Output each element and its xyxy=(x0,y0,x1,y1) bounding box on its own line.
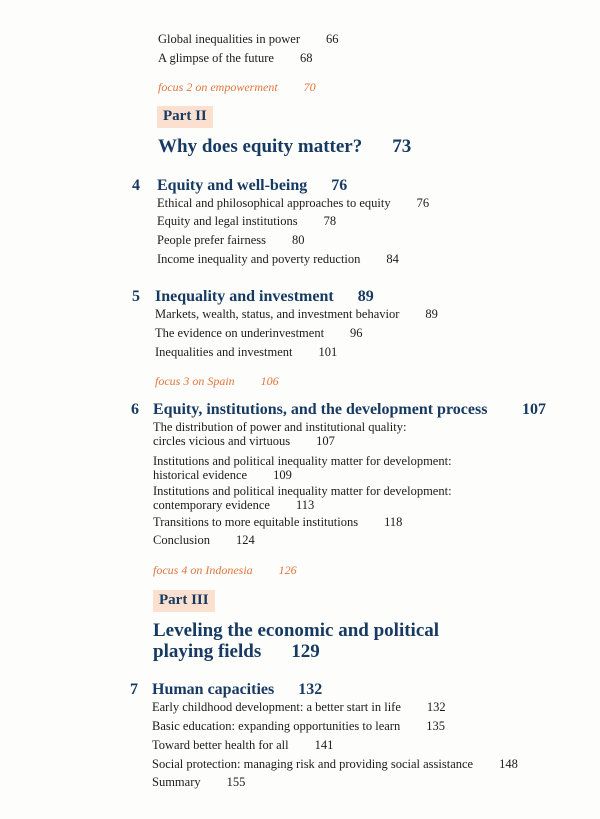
part-label: Part II xyxy=(157,106,213,128)
chapter-title[interactable] xyxy=(155,288,374,306)
toc-entry[interactable] xyxy=(155,345,337,359)
chapter-page: 89 xyxy=(357,288,374,305)
entry-page: 76 xyxy=(416,196,430,210)
entry-title: The evidence on underinvestment xyxy=(155,326,325,340)
entry-title: Equity and legal institutions xyxy=(157,214,298,228)
part-title-text: Why does equity matter? xyxy=(158,136,363,157)
entry-page: 113 xyxy=(295,498,315,512)
entry-title-line2: contemporary evidence xyxy=(153,498,270,512)
entry-title: Ethical and philosophical approaches to equity xyxy=(157,196,391,210)
part-title-line1: Leveling the economic and political xyxy=(153,620,440,641)
entry-page: 66 xyxy=(325,32,339,46)
focus-title: focus 3 on Spain xyxy=(155,374,235,388)
toc-entry[interactable] xyxy=(152,700,446,714)
toc-entry[interactable] xyxy=(153,515,402,529)
entry-page: 109 xyxy=(273,468,292,482)
toc-entry[interactable] xyxy=(157,196,429,210)
chapter-title[interactable]: Equity, institutions, and the development process xyxy=(153,401,488,418)
entry-page: 141 xyxy=(314,738,334,752)
entry-page: 78 xyxy=(323,214,337,228)
entry-page: 101 xyxy=(318,345,338,359)
focus-page: 126 xyxy=(278,563,297,577)
chapter-page: 107 xyxy=(522,401,546,418)
focus-entry[interactable] xyxy=(153,563,297,578)
entry-title: Global inequalities in power xyxy=(158,32,300,46)
focus-page: 106 xyxy=(260,374,279,388)
toc-entry[interactable] xyxy=(152,775,245,789)
chapter-title-text: Inequality and investment xyxy=(155,288,334,305)
entry-title-line2: circles vicious and virtuous xyxy=(153,434,291,448)
toc-entry[interactable] xyxy=(152,757,518,771)
chapter-number: 5 xyxy=(132,288,140,305)
entry-page: 89 xyxy=(425,307,438,321)
focus-title: focus 4 on Indonesia xyxy=(153,563,253,577)
toc-entry[interactable] xyxy=(155,326,363,340)
focus-page: 70 xyxy=(303,80,316,94)
entry-page: 68 xyxy=(299,51,313,65)
part-title-line2: playing fields xyxy=(153,641,262,662)
toc-entry[interactable] xyxy=(153,533,255,547)
toc-entry[interactable] xyxy=(157,233,304,247)
toc-entry[interactable] xyxy=(152,738,333,752)
entry-page: 148 xyxy=(499,757,518,771)
toc-entry[interactable] xyxy=(158,51,312,65)
part-label: Part III xyxy=(153,590,215,612)
entry-page: 96 xyxy=(350,326,363,340)
chapter-number: 6 xyxy=(131,401,139,418)
entry-title: Income inequality and poverty reduction xyxy=(157,252,361,266)
entry-title: A glimpse of the future xyxy=(158,51,274,65)
entry-title: Transitions to more equitable institutions xyxy=(153,515,359,529)
entry-title-line1: Institutions and political inequality matter for development: xyxy=(153,484,452,498)
chapter-title-text: Equity and well-being xyxy=(157,177,308,194)
entry-title: Inequalities and investment xyxy=(155,345,293,359)
part-title[interactable] xyxy=(158,136,411,157)
entry-page: 124 xyxy=(235,533,255,547)
toc-entry[interactable] xyxy=(152,719,445,733)
entry-title: Early childhood development: a better start in life xyxy=(152,700,401,714)
toc-entry[interactable] xyxy=(158,32,338,46)
chapter-page: 132 xyxy=(298,681,323,698)
chapter-title[interactable] xyxy=(157,177,347,195)
entry-title-line1: The distribution of power and institutional quality: xyxy=(153,420,407,434)
entry-title-line1: Institutions and political inequality matter for development: xyxy=(153,454,452,468)
toc-entry[interactable] xyxy=(153,420,406,448)
entry-title: People prefer fairness xyxy=(157,233,266,247)
chapter-title-text: Human capacities xyxy=(152,681,275,698)
part-page: 73 xyxy=(392,136,412,157)
entry-title: Social protection: managing risk and providing social assistance xyxy=(152,757,474,771)
entry-page: 155 xyxy=(226,775,246,789)
entry-title: Markets, wealth, status, and investment behavior xyxy=(155,307,400,321)
entry-page: 132 xyxy=(426,700,446,714)
entry-title: Basic education: expanding opportunities to learn xyxy=(152,719,401,733)
entry-title: Toward better health for all xyxy=(152,738,289,752)
toc-entry[interactable] xyxy=(153,484,452,512)
part-title[interactable] xyxy=(153,620,439,662)
entry-title: Summary xyxy=(152,775,201,789)
part-page: 129 xyxy=(291,641,320,662)
entry-page: 118 xyxy=(384,515,403,529)
entry-title-line2: historical evidence xyxy=(153,468,248,482)
entry-page: 84 xyxy=(386,252,399,266)
toc-entry[interactable] xyxy=(153,454,452,482)
focus-entry[interactable] xyxy=(155,374,279,389)
focus-entry[interactable] xyxy=(158,80,316,95)
chapter-page: 76 xyxy=(331,177,348,194)
entry-title: Conclusion xyxy=(153,533,210,547)
entry-page: 80 xyxy=(291,233,305,247)
toc-entry[interactable] xyxy=(155,307,438,321)
chapter-number: 7 xyxy=(130,681,138,698)
focus-title: focus 2 on empowerment xyxy=(158,80,278,94)
toc-entry[interactable] xyxy=(157,252,399,266)
entry-page: 135 xyxy=(426,719,445,733)
chapter-number: 4 xyxy=(132,177,140,194)
entry-page: 107 xyxy=(316,434,335,448)
toc-entry[interactable] xyxy=(157,214,336,228)
chapter-title[interactable] xyxy=(152,681,322,699)
